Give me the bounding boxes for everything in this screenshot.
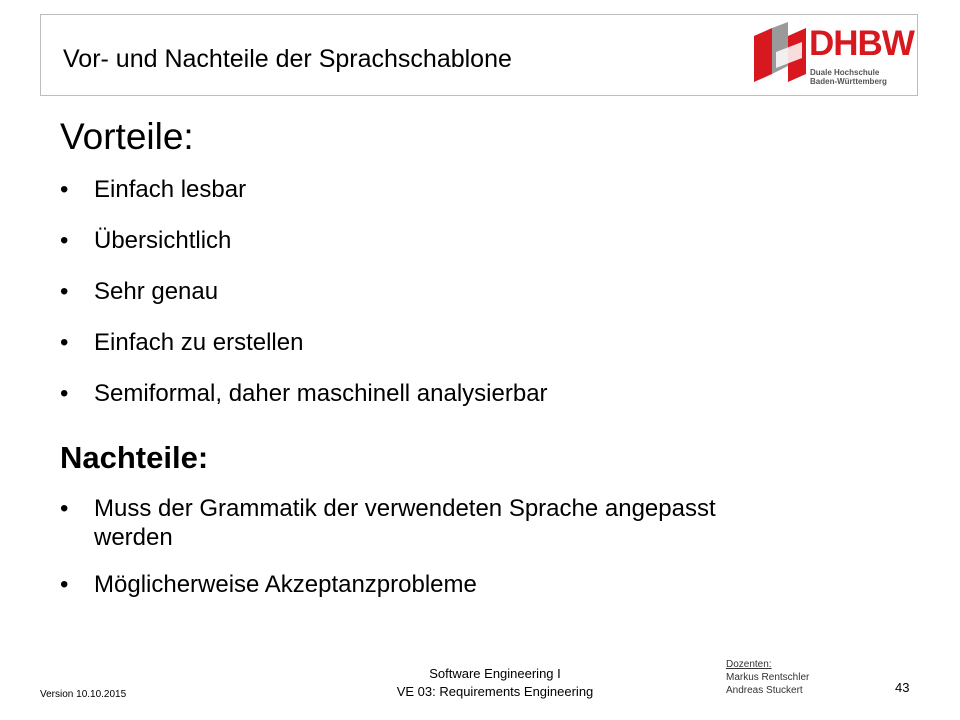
page-number: 43 [895,680,910,695]
bullet-icon: • [60,571,69,598]
footer-course [385,665,605,701]
list-item [60,494,800,552]
dhbw-logo [750,22,914,88]
logo-subtitle-line1: Duale Hochschule [810,68,880,77]
bullet-icon: • [60,495,69,522]
list-item-text: Einfach lesbar [94,176,247,203]
pros-list [60,175,800,430]
footer-lecturers [726,658,809,697]
bullet-icon: • [60,329,69,356]
list-item-text: Möglicherweise Akzeptanzprobleme [94,571,477,598]
list-item [60,570,800,599]
footer-version: Version 10.10.2015 [40,689,127,700]
footer-course-title: Software Engineering I [429,666,561,681]
list-item-text: Muss der Grammatik der verwendeten Sprache angepasst werden [94,495,716,551]
lecturer-name: Markus Rentschler [726,672,810,683]
lecturers-label: Dozenten: [726,659,772,670]
list-item [60,226,800,277]
slide-title: Vor- und Nachteile der Sprachschablone [63,45,512,73]
list-item-text: Einfach zu erstellen [94,329,304,356]
bullet-icon: • [60,278,69,305]
list-item [60,328,800,379]
list-item-text: Sehr genau [94,278,219,305]
footer-course-unit: VE 03: Requirements Engineering [396,684,594,699]
list-item-text: Übersichtlich [94,227,232,254]
cons-heading: Nachteile: [60,440,209,475]
list-item [60,277,800,328]
list-item [60,175,800,226]
bullet-icon: • [60,380,69,407]
pros-heading: Vorteile: [60,116,194,157]
list-item [60,379,800,430]
dhbw-logo-mark-icon [750,22,810,88]
list-item-text: Semiformal, daher maschinell analysierbar [94,380,548,407]
logo-wordmark: DHBW [809,24,914,63]
cons-list [60,494,800,617]
logo-subtitle-line2: Baden-Württemberg [810,77,887,86]
bullet-icon: • [60,227,69,254]
bullet-icon: • [60,176,69,203]
lecturer-name: Andreas Stuckert [726,685,803,696]
